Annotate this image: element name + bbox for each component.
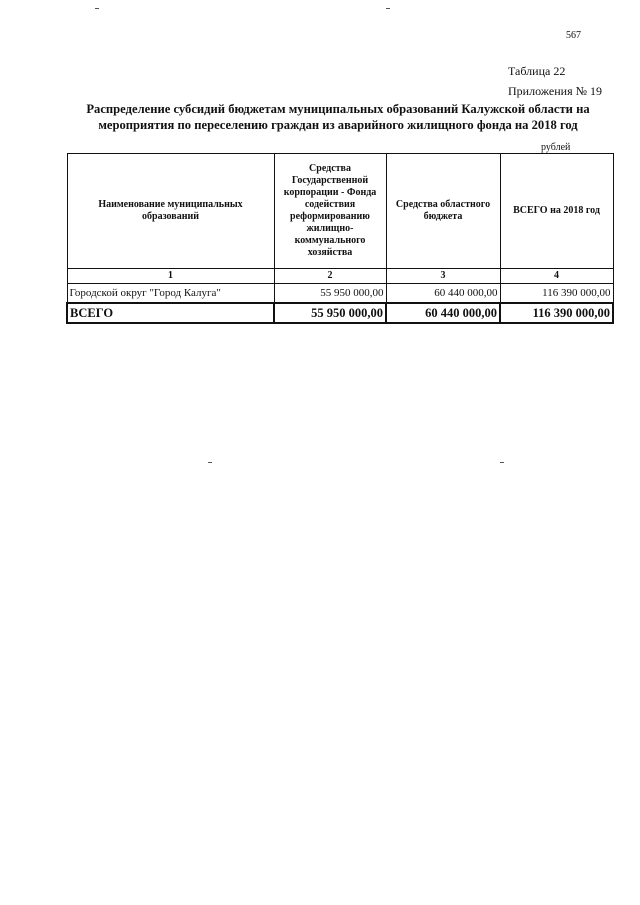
column-header-fund-means: Средства Государственной корпорации - Фонда содействия реформированию жилищно-коммунального хозяйства [274,154,386,269]
municipality-name: Городской округ "Город Калуга" [67,284,274,304]
appendix-label: Приложения № 19 [508,84,603,98]
subsidy-table [66,153,614,324]
total-amount: 116 390 000,00 [500,284,613,304]
column-number: 4 [500,269,613,284]
table-row [67,284,613,304]
units-label: рублей [541,142,571,153]
column-header-regional-budget: Средства областного бюджета [386,154,500,269]
document-title-line-1: Распределение субсидий бюджетам муниципальных образований Калужской области на [86,102,590,116]
column-number: 1 [67,269,274,284]
grand-total-amount: 116 390 000,00 [500,303,613,323]
total-label: ВСЕГО [67,303,274,323]
scan-speck [500,462,504,463]
table-header-row [67,154,613,269]
scan-speck [386,8,390,9]
page-number: 567 [566,30,581,41]
scan-speck [95,8,99,9]
total-row [67,303,613,323]
column-number-row [67,269,613,284]
column-header-municipality: Наименование муниципальных образований [67,154,274,269]
regional-amount: 60 440 000,00 [386,284,500,304]
column-number: 2 [274,269,386,284]
document-title [60,101,616,133]
total-fund-amount: 55 950 000,00 [274,303,386,323]
column-number: 3 [386,269,500,284]
fund-amount: 55 950 000,00 [274,284,386,304]
document-title-line-2: мероприятия по переселению граждан из аварийного жилищного фонда на 2018 год [98,118,578,132]
scan-speck [208,462,212,463]
total-regional-amount: 60 440 000,00 [386,303,500,323]
table-label: Таблица 22 [508,64,566,78]
column-header-total: ВСЕГО на 2018 год [500,154,613,269]
